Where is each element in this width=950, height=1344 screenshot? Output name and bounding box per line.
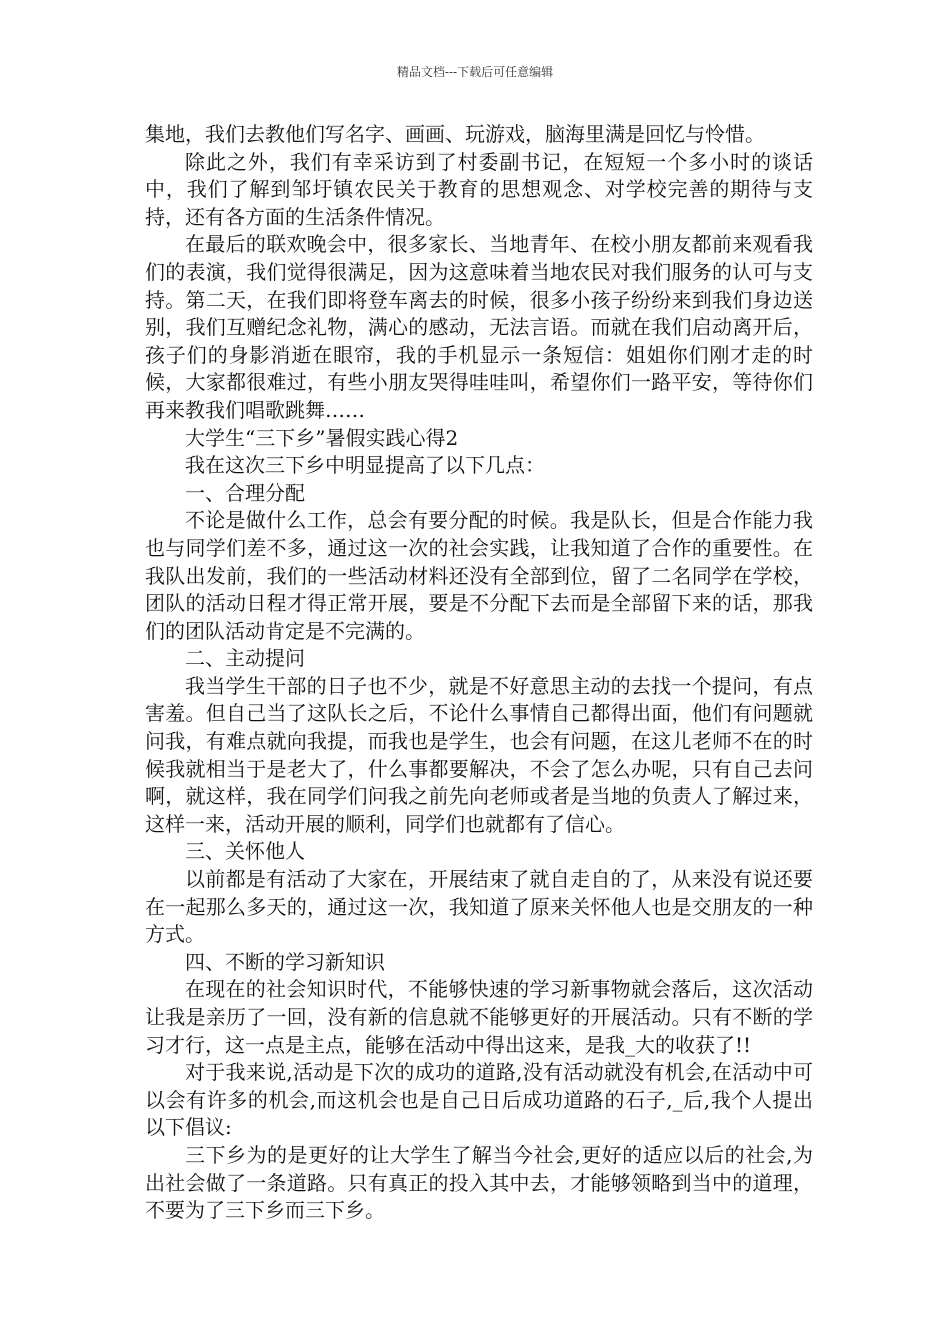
paragraph: 我当学生干部的日子也不少，就是不好意思主动的去找一个提问，有点害羞。但自己当了这队长之后，不论什么事情自己都得出面，他们有问题就问我，有难点就向我提，而我也是学生，也会有问题，在这儿老师不在的时候我就相当于是老大了，什么事都要解决，不会了怎么办呢，只有自己去问啊，就这样，我在同学们问我之前先向老师或者是当地的负责人了解过来，这样一来，活动开展的顺利，同学们也就都有了信心。 (145, 673, 813, 836)
paragraph: 我在这次三下乡中明显提高了以下几点： (185, 453, 545, 478)
paragraph: 三下乡为的是更好的让大学生了解当今社会,更好的适应以后的社会,为出社会做了一条道路。只有真正的投入其中去，才能够领略到当中的道理，不要为了三下乡而三下乡。 (145, 1142, 813, 1223)
paragraph: 在现在的社会知识时代，不能够快速的学习新事物就会落后，这次活动让我是亲历了一回，没有新的信息就不能够更好的开展活动。只有不断的学习才行，这一点是主点，能够在活动中得出这来，是我_大的收获了!! (145, 977, 813, 1057)
document-body (145, 121, 813, 1225)
paragraph: 不论是做什么工作，总会有要分配的时候。我是队长，但是合作能力我也与同学们差不多，通过这一次的社会实践，让我知道了合作的重要性。在我队出发前，我们的一些活动材料还没有全部到位，留了二名同学在学校，团队的活动日程才得正常开展，要是不分配下去而是全部留下来的话，那我们的团队活动肯定是不完满的。 (145, 508, 813, 643)
subheading: 四、不断的学习新知识 (185, 949, 385, 974)
subheading: 三、关怀他人 (185, 839, 305, 864)
page-header: 精品文档---下载后可任意编辑 (396, 65, 554, 79)
paragraph: 对于我来说,活动是下次的成功的道路,没有活动就没有机会,在活动中可以会有许多的机会,而这机会也是自己日后成功道路的石子,_后,我个人提出以下倡议: (145, 1060, 813, 1140)
paragraph: 以前都是有活动了大家在，开展结束了就自走自的了，从来没有说还要在一起那么多天的，通过这一次，我知道了原来关怀他人也是交朋友的一种方式。 (145, 867, 813, 947)
paragraph: 在最后的联欢晚会中，很多家长、当地青年、在校小朋友都前来观看我们的表演，我们觉得很满足，因为这意味着当地农民对我们服务的认可与支持。第二天，在我们即将登车离去的时候，很多小孩子纷纷来到我们身边送别，我们互赠纪念礼物，满心的感动，无法言语。而就在我们启动离开后，孩子们的身影消逝在眼帘，我的手机显示一条短信：姐姐你们刚才走的时候，大家都很难过，有些小朋友哭得哇哇叫，希望你们一路平安，等待你们再来教我们唱歌跳舞…… (145, 232, 813, 422)
subheading: 一、合理分配 (185, 480, 305, 505)
paragraph: 除此之外，我们有幸采访到了村委副书记，在短短一个多小时的谈话中，我们了解到邹圩镇农民关于教育的思想观念、对学校完善的期待与支持，还有各方面的生活条件情况。 (145, 149, 813, 229)
subheading: 二、主动提问 (185, 646, 305, 671)
paragraph-continued: 集地，我们去教他们写名字、画画、玩游戏，脑海里满是回忆与怜惜。 (145, 122, 765, 146)
section-title: 大学生“三下乡”暑假实践心得2 (185, 425, 459, 450)
